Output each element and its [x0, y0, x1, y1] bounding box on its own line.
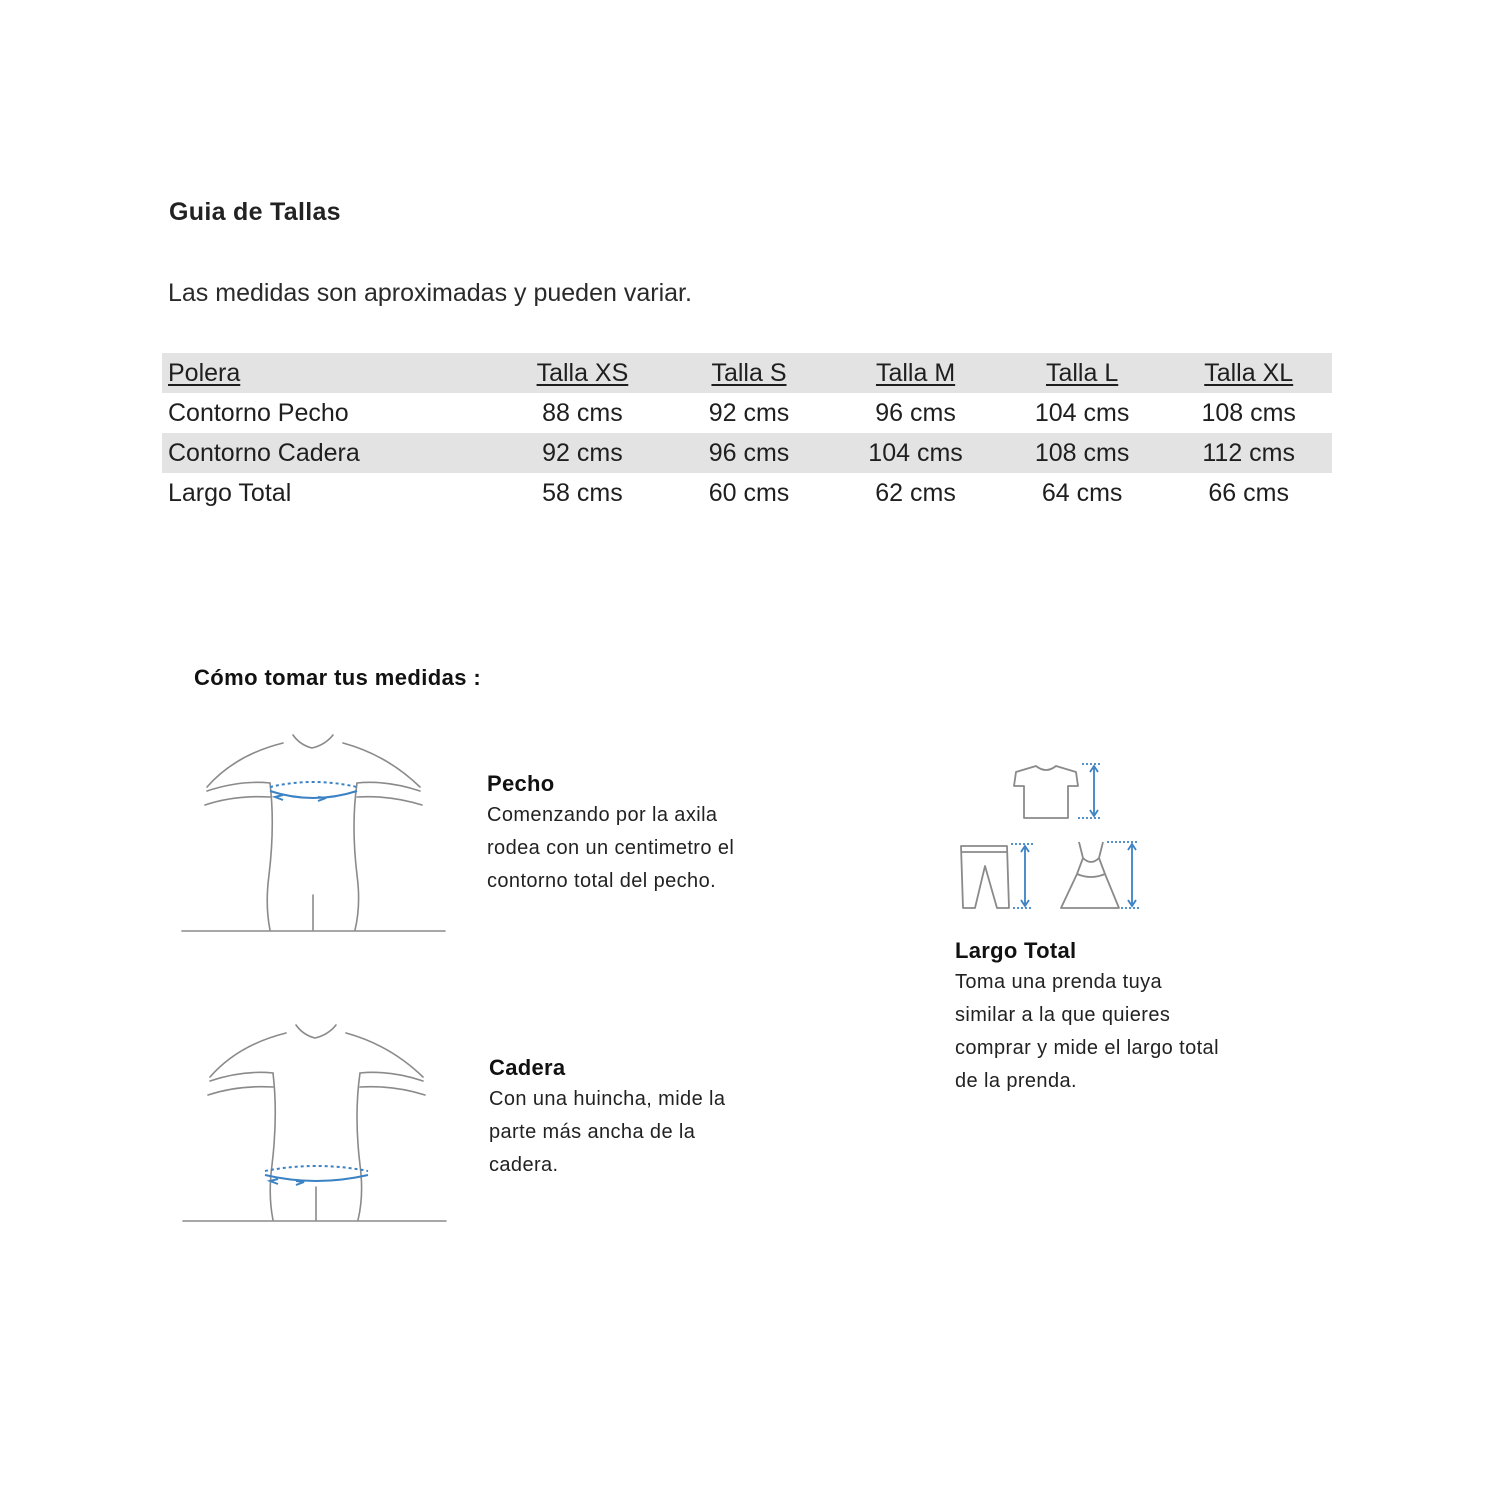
- guide-subtitle: Las medidas son aproximadas y pueden variar.: [168, 279, 692, 307]
- row-label: Contorno Pecho: [168, 398, 349, 427]
- table-header-row: [162, 353, 1332, 393]
- length-instructions: [955, 938, 1219, 1098]
- header-size-l: Talla L: [1045, 358, 1119, 387]
- hip-instructions: [489, 1055, 725, 1182]
- hip-text-line: Con una huincha, mide la: [489, 1088, 726, 1110]
- guide-title: Guia de Tallas: [169, 198, 341, 226]
- table-cell: 62 cms: [875, 478, 956, 507]
- chest-title: Pecho: [487, 771, 555, 796]
- length-text-line: similar a la que quieres: [955, 1004, 1171, 1026]
- chest-instructions: [487, 771, 734, 898]
- table-cell: 96 cms: [875, 398, 956, 427]
- size-table: [162, 353, 1332, 513]
- table-cell: 58 cms: [542, 478, 623, 507]
- table-cell: 64 cms: [1041, 478, 1123, 507]
- chest-text-line: Comenzando por la axila: [487, 804, 718, 826]
- dress-length-icon: [1055, 838, 1145, 913]
- hip-title: Cadera: [489, 1055, 566, 1080]
- chest-text-line: contorno total del pecho.: [487, 870, 717, 892]
- table-cell: 88 cms: [542, 398, 623, 427]
- table-cell: 108 cms: [1034, 438, 1130, 467]
- row-label: Largo Total: [168, 478, 292, 507]
- header-size-s: Talla S: [711, 358, 787, 387]
- hip-text-line: parte más ancha de la: [489, 1121, 696, 1143]
- length-text-line: comprar y mide el largo total: [955, 1037, 1219, 1059]
- table-cell: 92 cms: [708, 398, 790, 427]
- table-cell: 104 cms: [1034, 398, 1130, 427]
- length-text-line: de la prenda.: [955, 1070, 1077, 1092]
- hip-figure-icon: [178, 1015, 458, 1230]
- table-row-length: [162, 473, 1332, 513]
- header-garment: Polera: [168, 358, 241, 387]
- table-row-chest: [162, 393, 1332, 433]
- hip-text-line: cadera.: [489, 1154, 559, 1176]
- row-label: Contorno Cadera: [168, 438, 360, 467]
- tshirt-length-icon: [1008, 760, 1113, 822]
- table-cell: 66 cms: [1208, 478, 1289, 507]
- table-cell: 60 cms: [708, 478, 790, 507]
- header-size-xl: Talla XL: [1204, 358, 1294, 387]
- length-title: Largo Total: [955, 938, 1077, 963]
- header-size-xs: Talla XS: [536, 358, 629, 387]
- table-cell: 104 cms: [868, 438, 963, 467]
- howto-title: Cómo tomar tus medidas :: [194, 665, 482, 690]
- table-cell: 108 cms: [1201, 398, 1296, 427]
- table-cell: 92 cms: [542, 438, 623, 467]
- table-row-hip: [162, 433, 1332, 473]
- header-size-m: Talla M: [875, 358, 956, 387]
- length-text-line: Toma una prenda tuya: [955, 971, 1163, 993]
- table-cell: 112 cms: [1202, 438, 1296, 467]
- pants-length-icon: [955, 840, 1040, 912]
- table-cell: 96 cms: [708, 438, 790, 467]
- chest-text-line: rodea con un centimetro el: [487, 837, 735, 859]
- chest-figure-icon: [175, 725, 455, 940]
